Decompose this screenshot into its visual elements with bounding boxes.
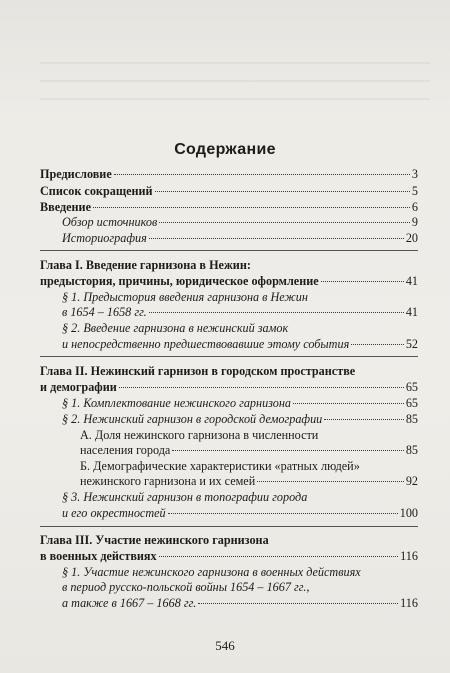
toc-page: 85 — [405, 412, 418, 426]
toc-label: Обзор источников — [62, 215, 158, 229]
toc-label: Введение — [40, 200, 91, 214]
dot-leader — [93, 207, 410, 208]
toc-label: Предисловие — [40, 167, 112, 181]
bleed-through — [40, 98, 430, 100]
toc-entry-section-1-2 — [62, 337, 418, 352]
toc-page: 5 — [411, 184, 418, 198]
toc-entry-chapter-3 — [40, 549, 418, 564]
toc-page: 3 — [411, 167, 418, 181]
toc-page: 116 — [400, 549, 418, 563]
section-divider — [40, 526, 418, 527]
dot-leader — [293, 403, 404, 404]
dot-leader — [149, 312, 404, 313]
toc-entry-subsection-2-2-b — [80, 474, 418, 489]
toc-label: предыстория, причины, юридическое оформление — [40, 274, 319, 288]
toc-page: 65 — [405, 396, 418, 410]
section-3-1-title: § 1. Участие нежинского гарнизона в военных действиях — [62, 565, 361, 579]
dot-leader — [321, 281, 404, 282]
toc-label: в военных действиях — [40, 549, 157, 563]
chapter-3-title: Глава III. Участие нежинского гарнизона — [40, 533, 269, 547]
dot-leader — [149, 238, 404, 239]
toc-label: Историография — [62, 231, 147, 245]
toc-page: 41 — [405, 305, 418, 319]
toc-page: 92 — [405, 474, 418, 488]
toc-entry-section-2-3 — [62, 506, 418, 521]
dot-leader — [172, 450, 403, 451]
dot-leader — [119, 387, 404, 388]
section-divider — [40, 356, 418, 357]
section-1-1-title: § 1. Предыстория введения гарнизона в Нежин — [62, 290, 308, 304]
toc-entry-preface — [40, 167, 418, 182]
dot-leader — [114, 174, 410, 175]
toc-page: 20 — [405, 231, 418, 245]
subsection-2-2-a-title: А. Доля нежинского гарнизона в численности — [80, 428, 319, 442]
toc-entry-historiography — [62, 231, 418, 246]
toc-label: § 2. Нежинский гарнизон в городской демографии — [62, 412, 323, 426]
toc-entry-section-2-1 — [62, 396, 418, 411]
page-title: Содержание — [174, 141, 276, 158]
toc-label: и демографии — [40, 380, 117, 394]
section-divider — [40, 250, 418, 251]
toc-entry-sources — [62, 215, 418, 230]
toc-entry-section-2-2 — [62, 412, 418, 427]
section-2-3-title: § 3. Нежинский гарнизон в топографии города — [62, 490, 308, 504]
toc-entry-section-1-1 — [62, 305, 418, 320]
dot-leader — [159, 222, 410, 223]
dot-leader — [324, 419, 404, 420]
toc-page: 6 — [411, 200, 418, 214]
toc-page: 52 — [405, 337, 418, 351]
toc-entry-introduction — [40, 200, 418, 215]
toc-label: и непосредственно предшествовавшие этому события — [62, 337, 350, 351]
toc-entry-abbreviations — [40, 184, 418, 199]
bleed-through — [40, 62, 430, 64]
toc-entry-chapter-1 — [40, 274, 418, 289]
chapter-2-title: Глава II. Нежинский гарнизон в городском пространстве — [40, 364, 356, 378]
dot-leader — [159, 556, 399, 557]
bleed-through — [40, 80, 430, 82]
dot-leader — [351, 344, 404, 345]
section-1-2-title: § 2. Введение гарнизона в нежинский замок — [62, 321, 289, 335]
toc-label: населения города — [80, 443, 171, 457]
toc-page: 65 — [405, 380, 418, 394]
page-number: 546 — [215, 638, 235, 653]
toc-entry-chapter-2 — [40, 380, 418, 395]
toc-label: § 1. Комплектование нежинского гарнизона — [62, 396, 291, 410]
toc-label: нежинского гарнизона и их семей — [80, 474, 256, 488]
toc-label: а также в 1667 – 1668 гг. — [62, 596, 197, 610]
toc-entry-subsection-2-2-a — [80, 443, 418, 458]
toc-label: Список сокращений — [40, 184, 153, 198]
chapter-1-title: Глава I. Введение гарнизона в Нежин: — [40, 258, 251, 272]
toc-page: 9 — [411, 215, 418, 229]
toc-page: 100 — [399, 506, 418, 520]
dot-leader — [168, 513, 398, 514]
dot-leader — [155, 191, 410, 192]
toc-page: 85 — [405, 443, 418, 457]
toc-entry-section-3-1 — [62, 596, 418, 611]
toc-label: в 1654 – 1658 гг. — [62, 305, 147, 319]
toc-label: и его окрестностей — [62, 506, 166, 520]
dot-leader — [257, 481, 404, 482]
toc-page: 41 — [405, 274, 418, 288]
subsection-2-2-b-title: Б. Демографические характеристики «ратных людей» — [80, 459, 360, 473]
toc-page: 116 — [400, 596, 418, 610]
section-3-1-title-line2: в период русско-польской войны 1654 – 1667 гг., — [62, 580, 310, 594]
dot-leader — [198, 603, 398, 604]
